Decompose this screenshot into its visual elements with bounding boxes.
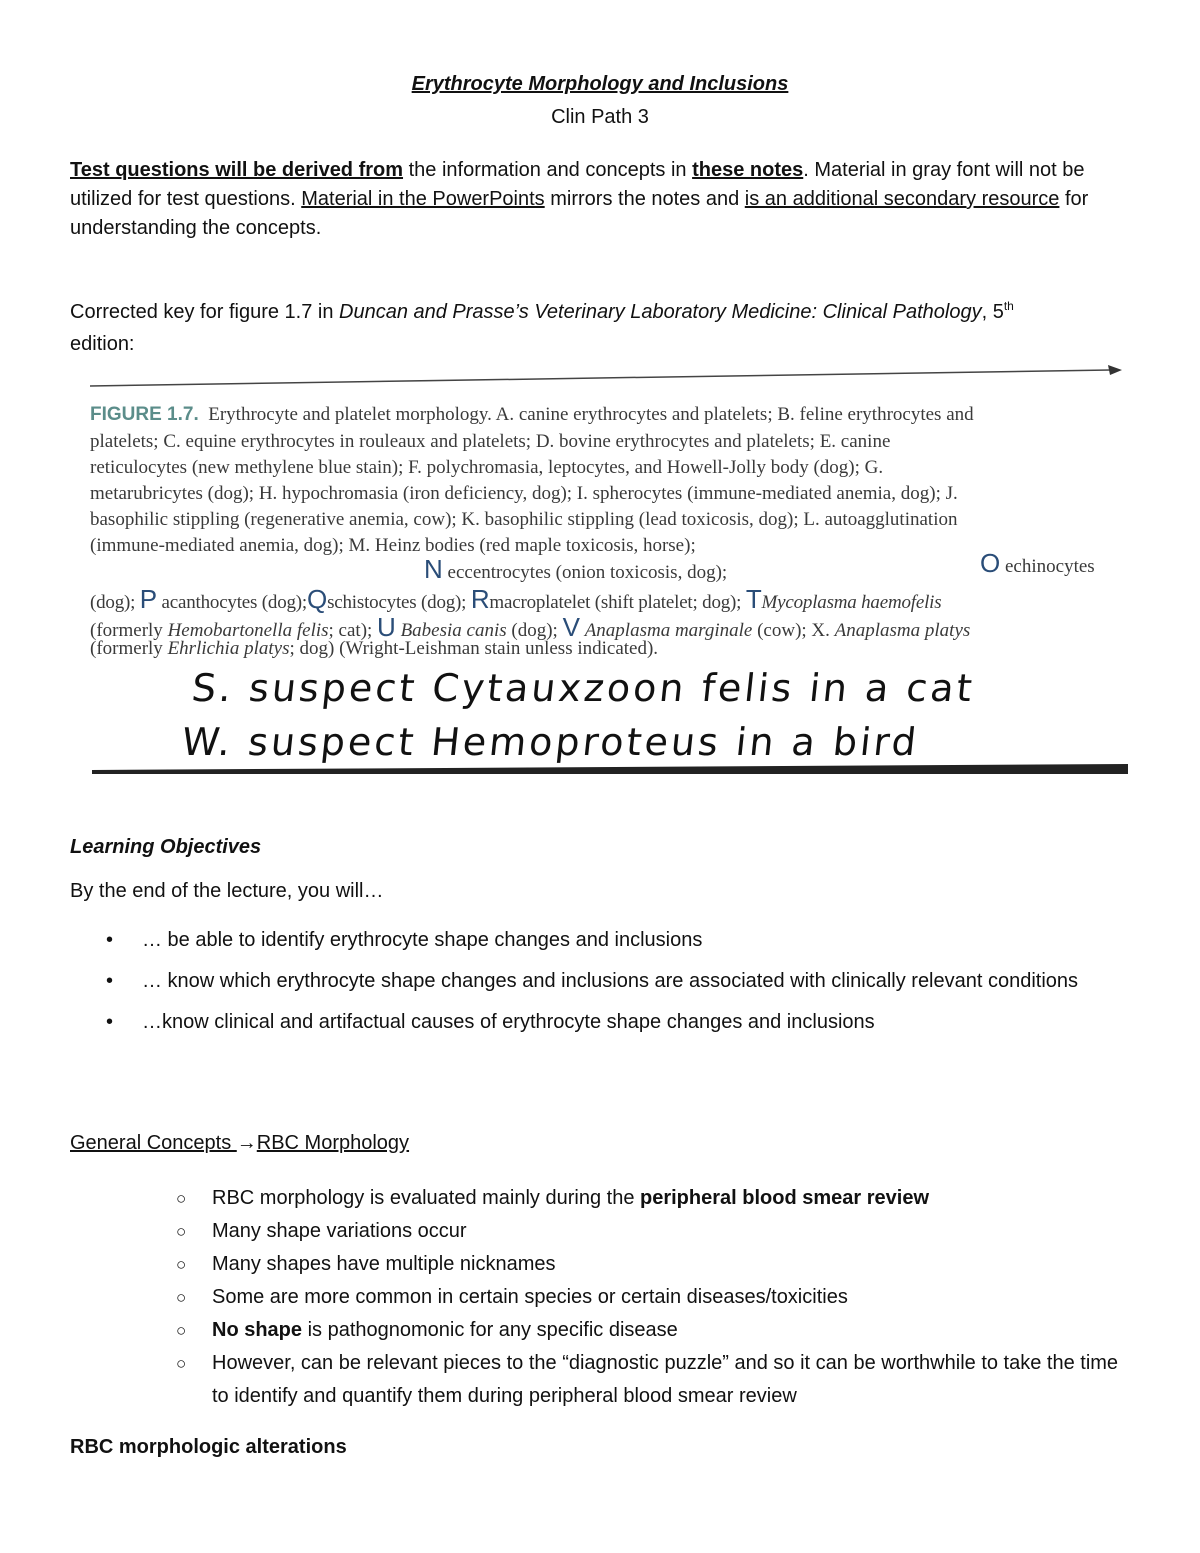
list-item-emphasis: peripheral blood smear review (640, 1187, 929, 1209)
list-item: ○ However, can be relevant pieces to the “diagnostic puzzle” and so it can be worthwhile to take the time to identify and quantify them during peripheral blood smear review (70, 1347, 1130, 1413)
figure-line-text: (cow); X. (752, 620, 835, 641)
handwritten-letter-u: U (377, 612, 396, 642)
handwritten-letter-o: O (980, 548, 1001, 578)
figure-line-7a (424, 554, 727, 585)
figure-line-text: (formerly (90, 620, 168, 641)
figure-line-text: Mycoplasma haemofelis (761, 592, 942, 613)
intro-underline: is an additional secondary resource (744, 188, 1060, 210)
figure-line-text: ; cat); (328, 620, 373, 641)
figure-line-text: (formerly (90, 638, 168, 659)
figure-label: FIGURE 1.7. (90, 404, 199, 425)
figure-line-text: echinocytes (1004, 556, 1095, 577)
handwritten-letter-t: T (745, 584, 762, 614)
intro-text: mirrors the notes and (544, 188, 745, 210)
book-title: Duncan and Prasse’s Veterinary Laboratory Medicine: Clinical Pathology (339, 301, 982, 323)
figure-line-8 (90, 584, 941, 615)
list-item-text: is pathognomonic for any specific disease (302, 1319, 678, 1341)
figure-line-text: Ehrlichia platys (167, 638, 290, 659)
general-concepts-list (70, 1182, 1130, 1413)
corrected-key-text: edition: (70, 333, 135, 355)
corrected-key-paragraph (70, 296, 1140, 360)
intro-paragraph (70, 156, 1140, 243)
figure-line-text: ; dog) (Wright-Leishman stain unless indicated). (289, 638, 659, 659)
handwritten-note-w: W. suspect Hemoproteus in a bird (179, 720, 922, 764)
figure-line-text: (dog); (506, 620, 558, 641)
figure-line-7b (980, 548, 1095, 579)
rbc-alterations-heading: RBC morphologic alterations (70, 1436, 347, 1458)
figure-line-text: (dog); (90, 592, 136, 613)
page-title: Erythrocyte Morphology and Inclusions (411, 73, 789, 95)
figure-line-3: reticulocytes (new methylene blue stain); F. polychromasia, leptocytes, and Howell-Jolly body (dog); G. (90, 457, 884, 478)
heading-part: General Concepts (70, 1132, 237, 1154)
figure-line-text: macroplatelet (shift platelet; dog); (489, 592, 742, 613)
intro-emphasis: these notes (692, 159, 804, 181)
list-item (70, 1182, 1130, 1215)
arrow-head-icon (1108, 365, 1122, 375)
figure-line-text: Erythrocyte and platelet morphology. A. canine erythrocytes and platelets; B. feline erythrocytes and (208, 404, 974, 425)
figure-line-5: basophilic stippling (regenerative anemia, cow); K. basophilic stippling (lead toxicosis, dog); L. autoagglutination (90, 509, 958, 530)
arrow-icon: → (236, 1132, 257, 1154)
list-item-emphasis: No shape (212, 1319, 303, 1341)
heading-part: RBC Morphology (256, 1132, 410, 1154)
figure-line-2: platelets; C. equine erythrocytes in rouleaux and platelets; D. bovine erythrocytes and platelets; E. canine (90, 431, 891, 452)
figure-line-text: Hemobartonella felis (167, 620, 329, 641)
figure-line-text: acanthocytes (dog); (161, 592, 308, 613)
corrected-key-text: Corrected key for figure 1.7 in (70, 301, 340, 323)
list-item: • … know which erythrocyte shape changes and inclusions are associated with clinically relevant conditions (70, 967, 1130, 996)
list-item (70, 1314, 1130, 1347)
page-subtitle: Clin Path 3 (551, 106, 649, 128)
list-item-text: RBC morphology is evaluated mainly during the (212, 1187, 640, 1209)
handwritten-letter-v: V (562, 612, 580, 642)
handwritten-letter-n: N (424, 554, 443, 584)
general-concepts-heading (70, 1132, 409, 1155)
list-item: • …know clinical and artifactual causes of erythrocyte shape changes and inclusions (70, 1008, 1130, 1037)
handwritten-letter-q: Q (307, 584, 328, 614)
list-item: • … be able to identify erythrocyte shape changes and inclusions (70, 926, 1130, 955)
figure-line-6: (immune-mediated anemia, dog); M. Heinz bodies (red maple toxicosis, horse); (90, 535, 696, 556)
handwritten-note-s: S. suspect Cytauxzoon felis in a cat (189, 666, 977, 710)
handwritten-letter-r: R (470, 584, 490, 614)
figure-line-text: schistocytes (dog); (327, 592, 467, 613)
intro-text: for understanding the concepts. (70, 188, 1089, 239)
figure-line-text: Anaplasma platys (834, 620, 971, 641)
objectives-list (70, 926, 1130, 1049)
list-item: ○ Many shapes have multiple nicknames (70, 1248, 1130, 1281)
handwritten-letter-p: P (139, 584, 157, 614)
figure-scan (88, 364, 1132, 778)
figure-top-rule (90, 370, 1110, 386)
figure-bottom-rule (92, 764, 1128, 774)
list-item: ○ Some are more common in certain species or certain diseases/toxicities (70, 1281, 1130, 1314)
intro-underline: Material in the PowerPoints (301, 188, 545, 210)
intro-text: . Material in gray font will not be utilized for test questions. (70, 159, 1085, 210)
list-item: ○ Many shape variations occur (70, 1215, 1130, 1248)
figure-line-1 (90, 404, 974, 426)
figure-line-10 (90, 638, 658, 660)
corrected-key-text: , 5 (981, 301, 1004, 323)
edition-superscript: th (1003, 299, 1014, 313)
learning-objectives-heading: Learning Objectives (70, 836, 262, 858)
intro-text: the information and concepts in (403, 159, 693, 181)
objectives-lead: By the end of the lecture, you will… (70, 880, 384, 902)
figure-line-text: Babesia canis (400, 620, 507, 641)
intro-emphasis: Test questions will be derived from (70, 159, 404, 181)
figure-line-4: metarubricytes (dog); H. hypochromasia (iron deficiency, dog); I. spherocytes (immune-mediated anemia, dog); J. (90, 483, 958, 504)
figure-line-text: eccentrocytes (onion toxicosis, dog); (447, 562, 728, 583)
figure-line-text: Anaplasma marginale (584, 620, 753, 641)
